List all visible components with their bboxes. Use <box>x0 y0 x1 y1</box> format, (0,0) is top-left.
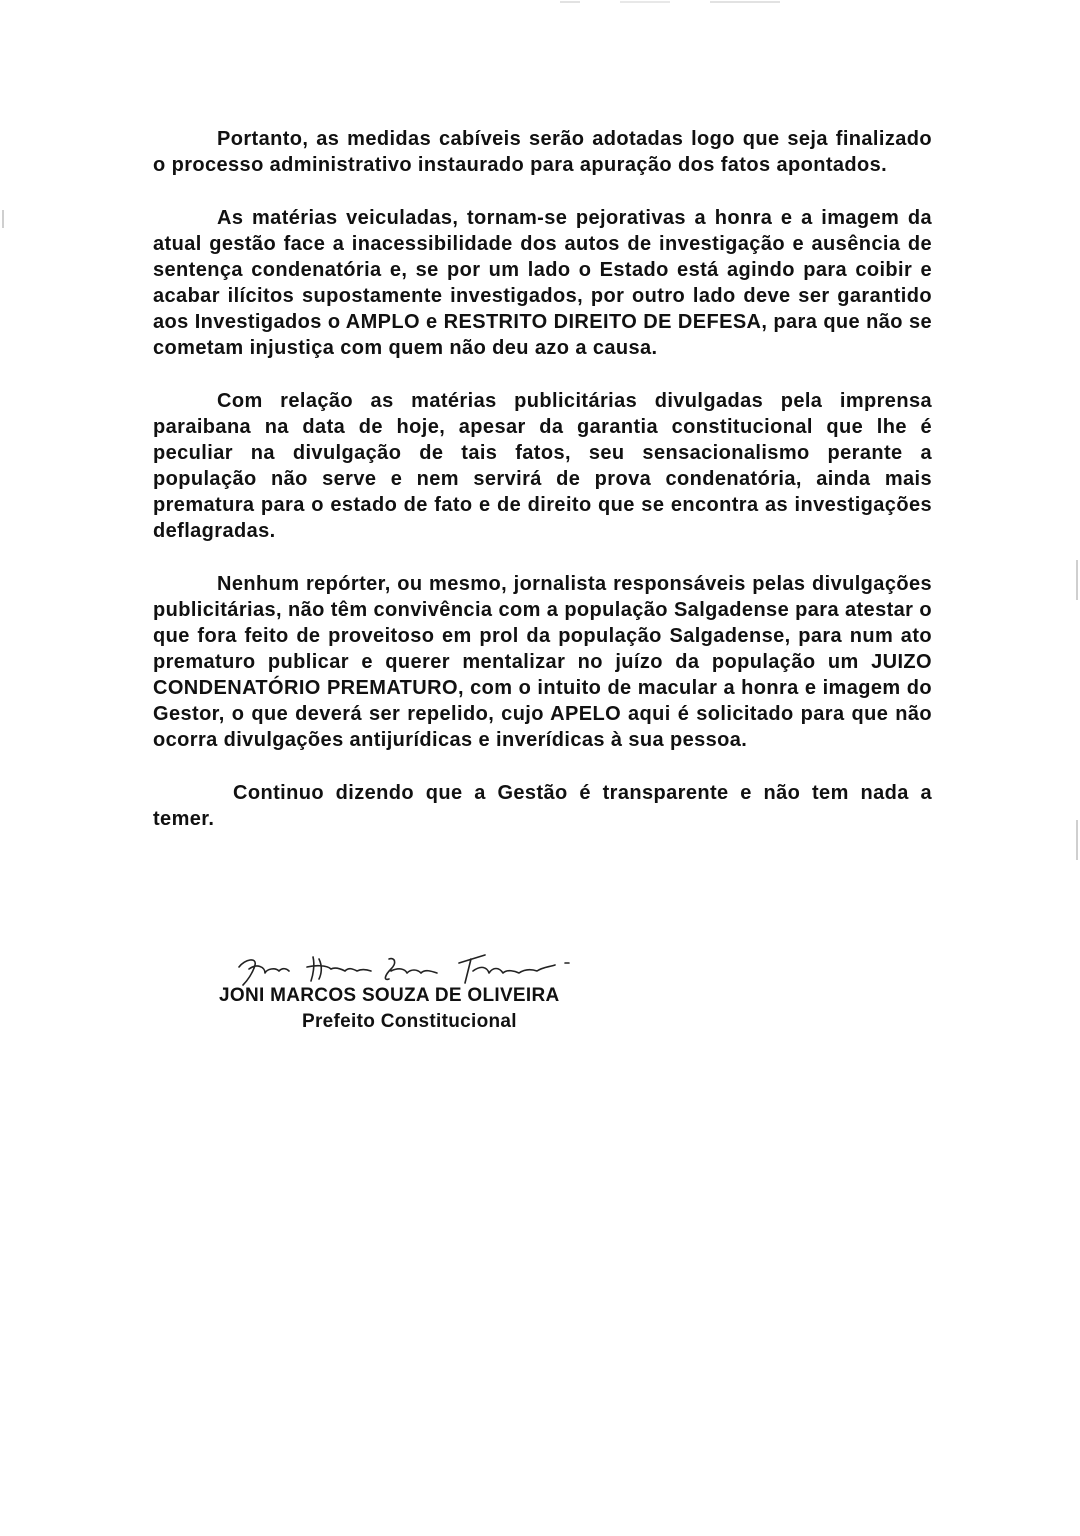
letter-body <box>153 126 932 859</box>
signature-block <box>215 945 635 1045</box>
closing-paragraph: Continuo dizendo que a Gestão é transparente e não tem nada a temer. <box>153 782 932 830</box>
paragraph: Com relação as matérias publicitárias divulgadas pela imprensa paraibana na data de hoje, apesar da garantia constitucional que lhe é peculiar na divulgação de tais fatos, seu sensacionalismo perante a população não serve e nem servirá de prova condenatória, ainda mais prematura para o estado de fato e de direito que se encontra as investigações deflagradas. <box>153 390 932 542</box>
scan-artifact <box>560 0 790 6</box>
paragraph: As matérias veiculadas, tornam-se pejorativas a honra e a imagem da atual gestão face a inacessibilidade dos autos de investigação e ausência de sentença condenatória e, se por um lado o Estado está agindo para coibir e acabar ilícitos supostamente investigados, por outro lado deve ser garantido aos Investigados o AMPLO e RESTRITO DIREITO DE DEFESA, para que não se cometam injustiça com quem não deu azo a causa. <box>153 207 932 359</box>
paragraph: Portanto, as medidas cabíveis serão adotadas logo que seja finalizado o processo administrativo instaurado para apuração dos fatos apontados. <box>153 128 932 176</box>
handwritten-signature <box>235 945 595 989</box>
paragraph: Nenhum repórter, ou mesmo, jornalista responsáveis pelas divulgações publicitárias, não têm convivência com a população Salgadense para atestar o que fora feito de proveitoso em prol da população Salgadense, para num ato prematuro publicar e querer mentalizar no juízo da população um JUIZO CONDENATÓRIO PREMATURO, com o intuito de macular a honra e imagem do Gestor, o que deverá ser repelido, cujo APELO aqui é solicitado para que não ocorra divulgações antijurídicas e inverídicas à sua pessoa. <box>153 573 932 751</box>
scan-edge-left <box>2 210 4 228</box>
scan-edge-right <box>1076 560 1078 600</box>
signer-title: Prefeito Constitucional <box>302 1011 517 1032</box>
scan-edge-right <box>1076 820 1078 860</box>
signer-name: JONI MARCOS SOUZA DE OLIVEIRA <box>219 985 560 1006</box>
